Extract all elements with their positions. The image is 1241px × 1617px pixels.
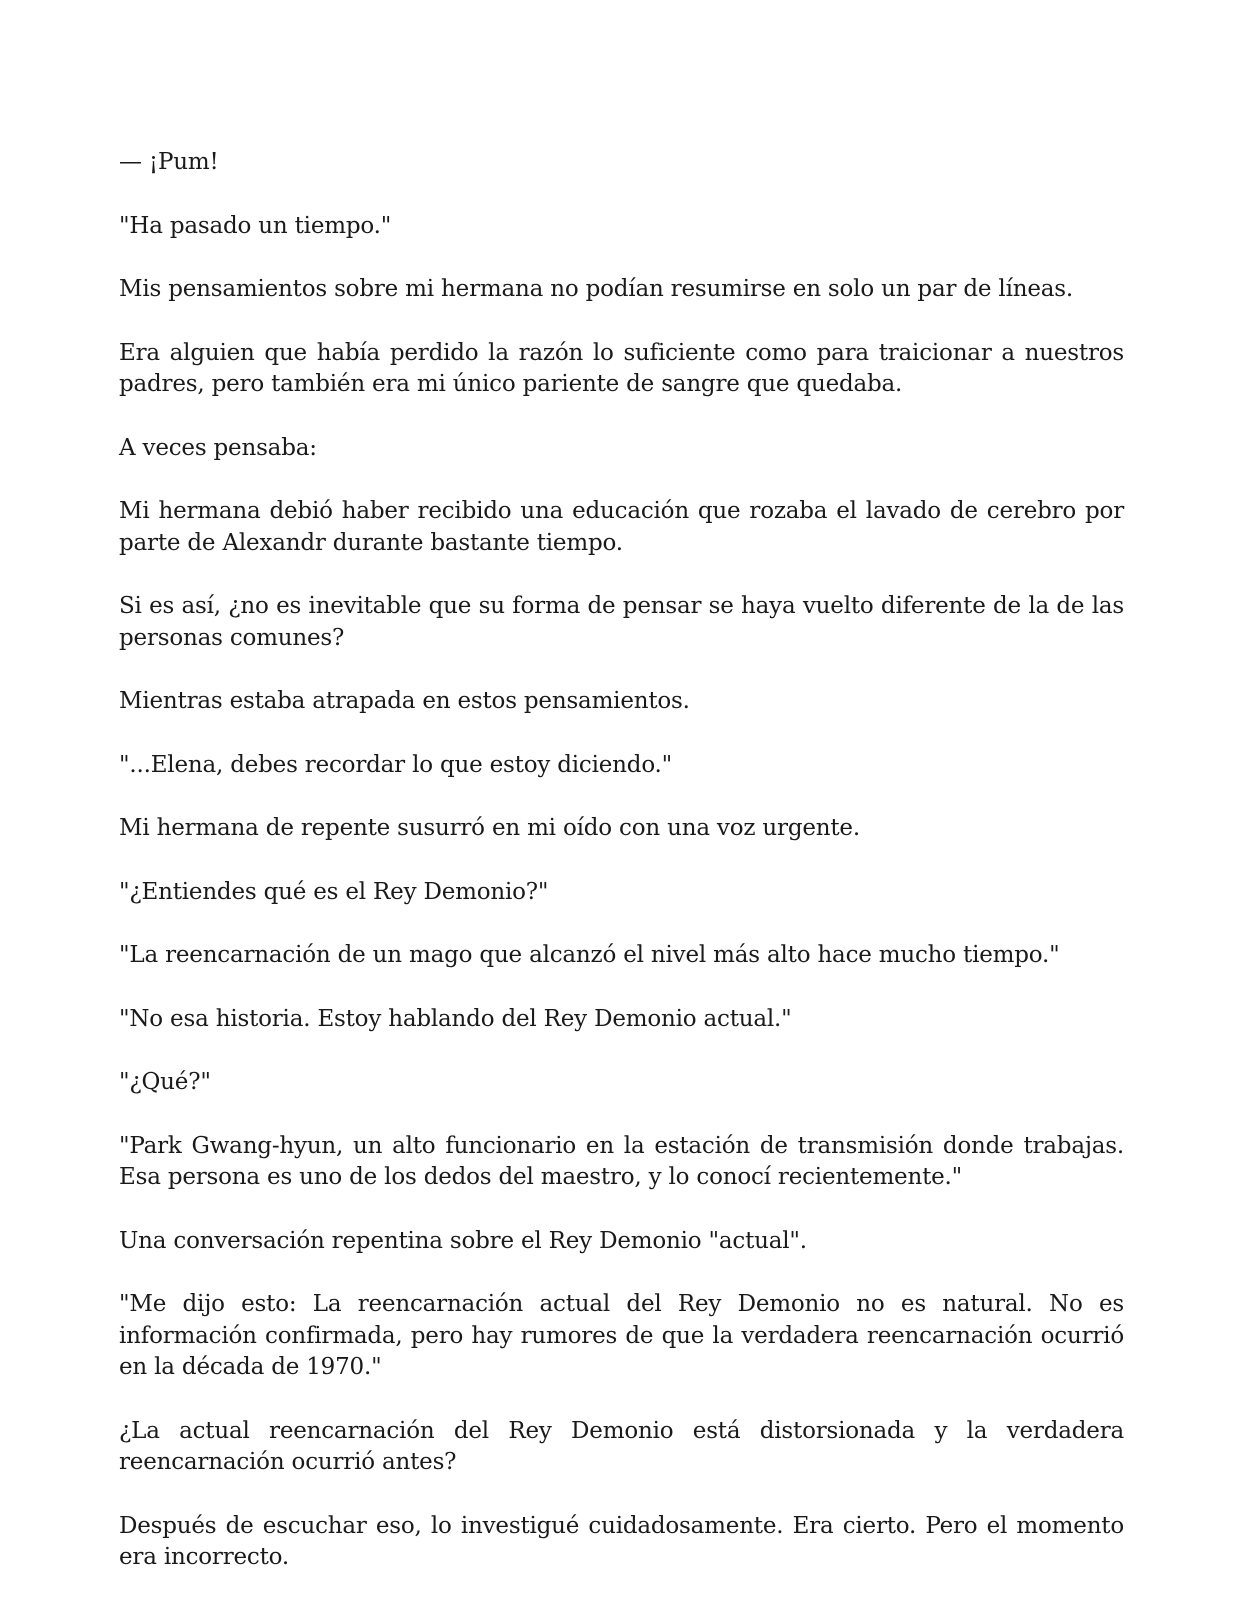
- paragraph: ¿La actual reencarnación del Rey Demonio está distorsionada y la verdadera reencarnación ocurrió antes?: [119, 1417, 1124, 1475]
- paragraph: Mis pensamientos sobre mi hermana no podían resumirse en solo un par de líneas.: [119, 276, 1073, 302]
- paragraph: Si es así, ¿no es inevitable que su forma de pensar se haya vuelto diferente de la de las personas comunes?: [119, 593, 1124, 651]
- paragraph: Mientras estaba atrapada en estos pensamientos.: [119, 688, 690, 714]
- paragraph: Era alguien que había perdido la razón lo suficiente como para traicionar a nuestros padres, pero también era mi único pariente de sangre que quedaba.: [119, 339, 1124, 397]
- paragraph: "¿Entiendes qué es el Rey Demonio?": [119, 878, 549, 905]
- paragraph: "Me dijo esto: La reencarnación actual del Rey Demonio no es natural. No es información confirmada, pero hay rumores de que la verdadera reencarnación ocurrió en la década de 1970.": [119, 1291, 1124, 1380]
- paragraph: "No esa historia. Estoy hablando del Rey Demonio actual.": [119, 1005, 792, 1032]
- paragraph: — ¡Pum!: [119, 149, 219, 175]
- paragraph: "Ha pasado un tiempo.": [119, 212, 392, 239]
- paragraph: Después de escuchar eso, lo investigué cuidadosamente. Era cierto. Pero el momento era incorrecto.: [119, 1512, 1124, 1570]
- paragraph: Mi hermana de repente susurró en mi oído con una voz urgente.: [119, 815, 860, 841]
- paragraph: Una conversación repentina sobre el Rey Demonio "actual".: [119, 1227, 807, 1254]
- document-body: [119, 147, 1124, 1574]
- paragraph: A veces pensaba:: [119, 434, 317, 461]
- paragraph: "¿Qué?": [119, 1069, 211, 1095]
- paragraph: "La reencarnación de un mago que alcanzó el nivel más alto hace mucho tiempo.": [119, 942, 1060, 968]
- paragraph: "Park Gwang-hyun, un alto funcionario en la estación de transmisión donde trabajas. Esa persona es uno de los dedos del maestro, y lo conocí recientemente.": [119, 1132, 1124, 1190]
- paragraph: "...Elena, debes recordar lo que estoy diciendo.": [119, 751, 673, 778]
- paragraph: Mi hermana debió haber recibido una educación que rozaba el lavado de cerebro por parte de Alexandr durante bastante tiempo.: [119, 498, 1124, 556]
